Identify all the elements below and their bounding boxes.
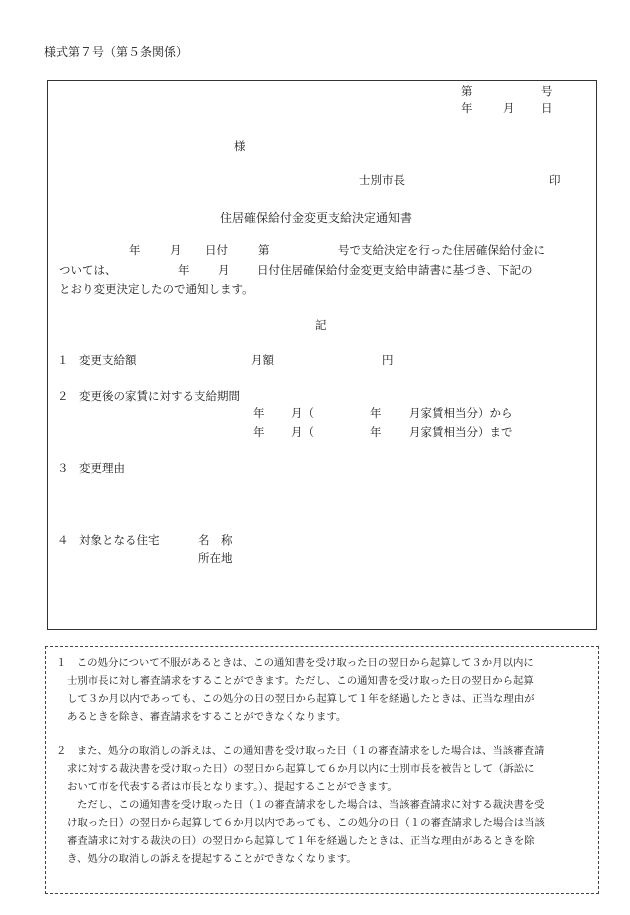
body-line1-year: 年 [129, 243, 141, 257]
body-line2-rest: 日付住居確保給付金変更支給申請書に基づき、下記の [257, 263, 533, 277]
item2-row2-end: 月家賃相当分）まで [409, 425, 513, 439]
note2-line6: 審査請求に対する裁決の日）の翌日から起算して１年を経過したときは、正当な理由があるときを除 [67, 835, 535, 847]
note1-line4: あるときを除き、審査請求をすることができなくなります。 [67, 711, 347, 723]
body-line2-month: 月 [218, 263, 230, 277]
number-prefix: 第 [461, 84, 473, 98]
item4-name-label: 名 称 [198, 533, 233, 547]
date-day: 日 [541, 101, 553, 115]
note2-line5: け取った日）の翌日から起算して６か月以内であっても、この処分の日（１の審査請求した場合は当該 [67, 817, 545, 829]
document-title: 住居確保給付金変更支給決定通知書 [220, 211, 413, 225]
body-line3: とおり変更決定したので通知します。 [59, 282, 254, 296]
item3-number: ３ [57, 461, 69, 475]
ki-heading: 記 [315, 318, 327, 332]
item1-label: 変更支給額 [79, 353, 137, 367]
item4-address-label: 所在地 [198, 551, 233, 565]
body-line1-date: 日付 [205, 243, 228, 257]
body-line1-month: 月 [170, 243, 182, 257]
seal-mark: 印 [549, 173, 561, 187]
item1-yen-unit: 円 [382, 353, 394, 367]
item1-number: １ [57, 353, 69, 367]
item2-row2-month: 月（ [291, 425, 314, 439]
item2-row1-month: 月（ [291, 406, 314, 420]
number-suffix: 号 [541, 84, 553, 98]
date-month: 月 [503, 101, 515, 115]
item1-monthly-label: 月額 [251, 353, 274, 367]
item2-row2-year: 年 [253, 425, 265, 439]
item2-row1-end: 月家賃相当分）から [409, 406, 513, 420]
item2-number: ２ [57, 389, 69, 403]
body-line2-year: 年 [178, 263, 190, 277]
item4-label: 対象となる住宅 [79, 533, 160, 547]
note2-line1: ２ また、処分の取消しの訴えは、この通知書を受け取った日（１の審査請求をした場合は、当該審査請 [56, 745, 545, 757]
body-line1-rest: 号で支給決定を行った住居確保給付金に [338, 243, 545, 257]
form-number: 様式第７号（第５条関係） [44, 45, 189, 59]
item2-row1-year2: 年 [370, 406, 382, 420]
note1-line1: １ この処分について不服があるときは、この通知書を受け取った日の翌日から起算して３か月以内に [56, 657, 534, 669]
note2-line3: おいて市を代表する者は市長となります。）、提起することができます。 [67, 781, 398, 793]
item3-label: 変更理由 [79, 461, 125, 475]
issuer-name: 士別市長 [359, 173, 405, 187]
date-year: 年 [461, 101, 473, 115]
body-line2-start: ついては、 [59, 263, 117, 277]
note2-line4: ただし、この通知書を受け取った日（１の審査請求をした場合は、当該審査請求に対する裁決書を受 [77, 799, 545, 811]
note2-line7: き、処分の取消しの訴えを提起することができなくなります。 [67, 853, 357, 865]
item2-row1-year: 年 [253, 406, 265, 420]
body-line1-number-prefix: 第 [258, 243, 270, 257]
item2-row2-year2: 年 [370, 425, 382, 439]
item2-label: 変更後の家賃に対する支給期間 [79, 389, 240, 403]
recipient-honorific: 様 [234, 139, 246, 153]
note2-line2: 求に対する裁決書を受け取った日）の翌日から起算して６か月以内に士別市長を被告として（訴訟に [67, 763, 535, 775]
note1-line3: して３か月以内であっても、この処分の日の翌日から起算して１年を経過したときは、正当な理由が [67, 693, 535, 705]
note1-line2: 士別市長に対し審査請求をすることができます。ただし、この通知書を受け取った日の翌日から起算 [67, 675, 534, 687]
item4-number: ４ [57, 533, 69, 547]
